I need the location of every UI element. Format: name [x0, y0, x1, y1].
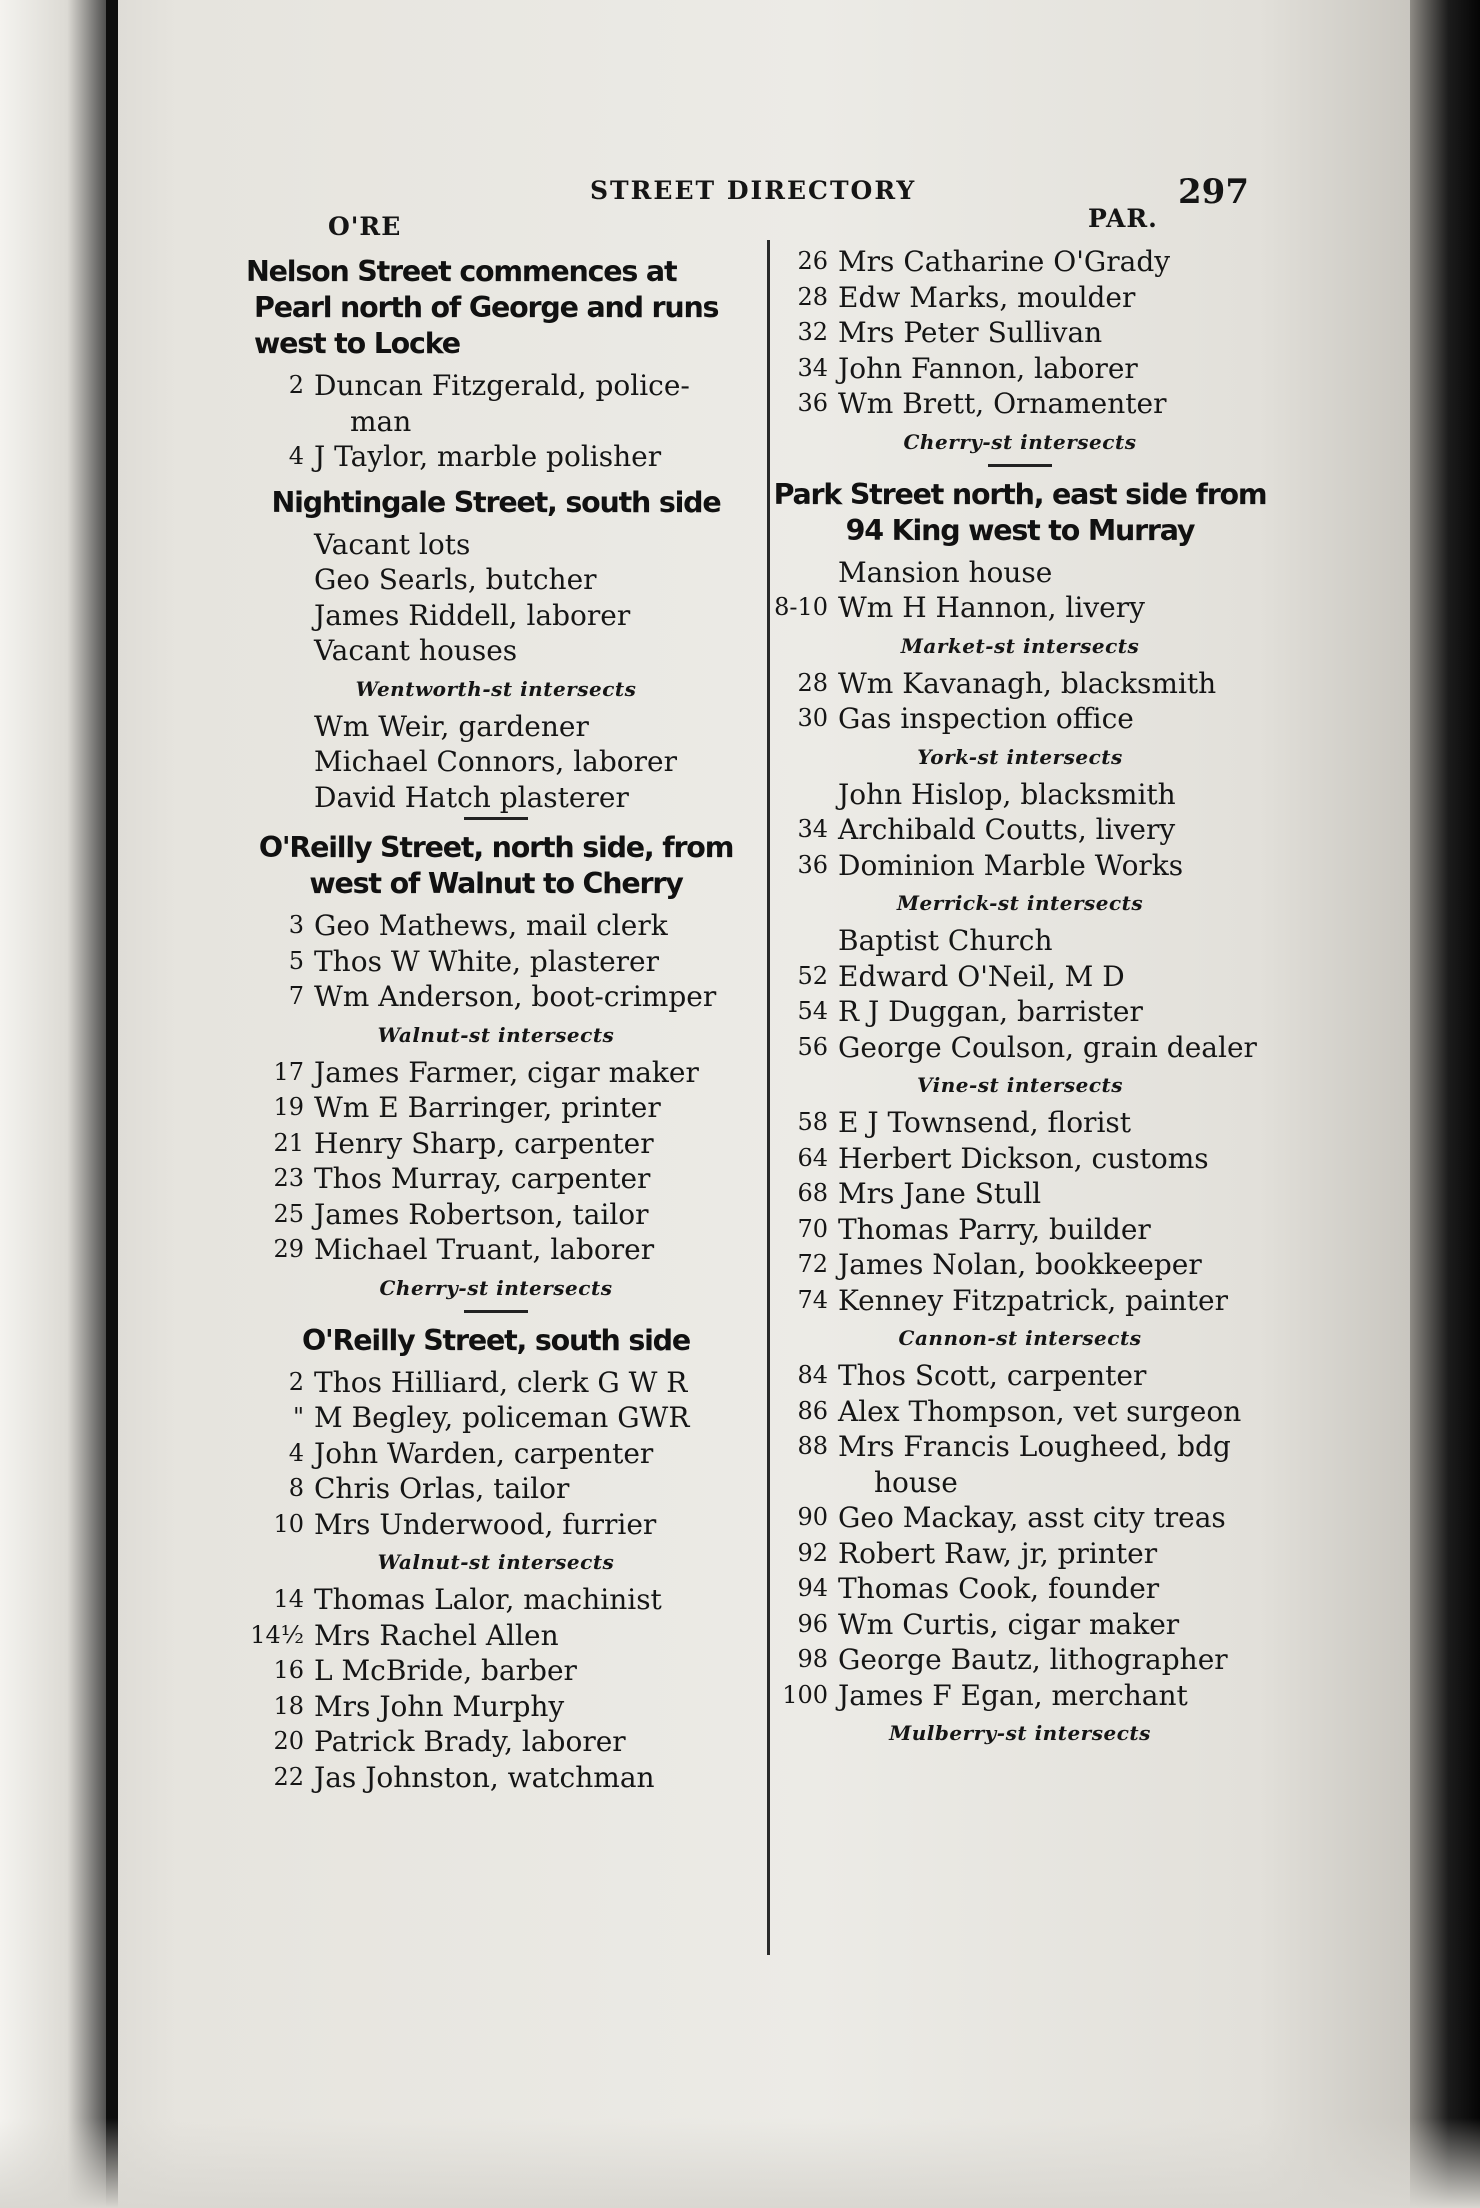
resident-name: Mrs John Murphy: [314, 1689, 565, 1723]
resident-name: Wm Brett, Ornamenter: [838, 387, 1167, 420]
directory-entry: [246, 1126, 746, 1162]
intersection-note: Walnut-st intersects: [377, 1550, 615, 1574]
house-number: 34: [797, 815, 828, 843]
entry-list: [770, 555, 1270, 626]
directory-entry: [246, 562, 746, 598]
house-number: 16: [273, 1656, 304, 1684]
house-number: 28: [797, 668, 828, 697]
house-number: 5: [288, 946, 304, 975]
resident-name: Michael Connors, laborer: [314, 745, 677, 778]
intersection-note: Cannon-st intersects: [898, 1326, 1142, 1350]
page-number: 297: [1178, 172, 1249, 212]
house-number: 36: [797, 389, 828, 417]
scan-shadow: [1410, 0, 1480, 2208]
entry-list: [770, 1358, 1270, 1713]
directory-entry: [246, 979, 746, 1015]
resident-name: James Nolan, bookkeeper: [838, 1248, 1202, 1281]
house-number: [246, 744, 314, 780]
street-heading: Nelson Street commences at Pearl north of George and runs west to Locke: [246, 255, 719, 360]
intersection-note: Market-st intersects: [900, 633, 1140, 658]
directory-entry: [770, 1105, 1270, 1141]
directory-entry: [770, 994, 1270, 1030]
resident-name: John Warden, carpenter: [314, 1436, 654, 1470]
entry-list: [246, 1365, 746, 1543]
directory-entry: [770, 812, 1270, 848]
binding-edge: [106, 0, 118, 2208]
page-gutter: [0, 0, 112, 2208]
page-bottom-shade: [0, 2118, 1480, 2208]
house-number: 70: [797, 1214, 828, 1243]
entry-list: [246, 709, 746, 816]
street-heading: Park Street north, east side from 94 King west to Murray: [773, 477, 1267, 547]
resident-name: Mrs Rachel Allen: [314, 1618, 559, 1652]
resident-name: Vacant houses: [314, 634, 518, 667]
entry-list: [770, 1105, 1270, 1318]
house-number: 2: [288, 1367, 304, 1396]
street-heading: Nightingale Street, south side: [271, 485, 721, 519]
house-number: 92: [797, 1538, 828, 1567]
directory-entry: [770, 1678, 1270, 1714]
entry-list: [770, 777, 1270, 884]
resident-name: Alex Thompson, vet surgeon: [838, 1394, 1242, 1428]
resident-name: Wm Curtis, cigar maker: [838, 1607, 1180, 1641]
directory-entry: [246, 944, 746, 980]
entry-list: [246, 1055, 746, 1268]
house-number: [770, 923, 838, 959]
resident-name: Geo Searls, butcher: [314, 563, 597, 596]
house-number: 8: [288, 1474, 304, 1502]
house-number: 22: [273, 1762, 304, 1791]
resident-name: R J Duggan, barrister: [838, 995, 1143, 1028]
directory-entry: [246, 527, 746, 563]
guide-word-left: O'RE: [328, 212, 402, 241]
directory-entry: [246, 1232, 746, 1268]
house-number: [246, 598, 314, 634]
directory-entry: [770, 1607, 1270, 1643]
resident-name: Patrick Brady, laborer: [314, 1725, 626, 1758]
resident-name: Mrs Peter Sullivan: [838, 316, 1103, 349]
directory-entry: [246, 1400, 746, 1436]
resident-name: Wm Anderson, boot-crimper: [314, 980, 717, 1013]
directory-entry: [770, 1358, 1270, 1394]
guide-word-right: PAR.: [1088, 204, 1158, 233]
resident-name: Baptist Church: [838, 924, 1053, 957]
directory-entry: [770, 1176, 1270, 1212]
resident-name: David Hatch plasterer: [314, 780, 629, 814]
resident-name: Edward O'Neil, M D: [838, 959, 1125, 993]
house-number: 7: [288, 982, 304, 1010]
directory-entry: [770, 1212, 1270, 1248]
resident-name: Geo Mackay, asst city treas: [838, 1501, 1226, 1534]
house-number: 10: [273, 1509, 304, 1538]
resident-name: Wm Weir, gardener: [314, 709, 589, 743]
house-number: 14: [273, 1585, 304, 1613]
directory-entry: [246, 1055, 746, 1091]
house-number: 18: [273, 1691, 304, 1720]
resident-name: Geo Mathews, mail clerk: [314, 909, 668, 942]
entry-list: [770, 666, 1270, 737]
directory-entry: [246, 908, 746, 944]
directory-entry: [246, 1197, 746, 1233]
directory-entry: [246, 598, 746, 634]
directory-entry: [770, 590, 1270, 626]
resident-name: E J Townsend, florist: [838, 1106, 1132, 1139]
directory-entry: [770, 1283, 1270, 1319]
directory-entry: [770, 701, 1270, 737]
resident-name: Gas inspection office: [838, 702, 1134, 735]
house-number: 29: [273, 1235, 304, 1263]
house-number: 30: [797, 704, 828, 732]
directory-entry: [770, 315, 1270, 351]
resident-name: Thos W White, plasterer: [314, 944, 660, 978]
directory-entry: [770, 1247, 1270, 1283]
resident-name: Chris Orlas, tailor: [314, 1472, 570, 1505]
resident-name: Henry Sharp, carpenter: [314, 1126, 654, 1160]
entry-list: [770, 923, 1270, 1065]
resident-name: Mrs Francis Lougheed, bdg house: [838, 1430, 1231, 1499]
directory-entry: [246, 1618, 746, 1654]
directory-entry: [246, 1161, 746, 1197]
intersection-note: Wentworth-st intersects: [355, 676, 637, 701]
entry-list: [246, 527, 746, 669]
left-column: [246, 244, 746, 1795]
entry-list: [246, 368, 746, 475]
house-number: 8-10: [774, 593, 828, 621]
resident-name: Vacant lots: [314, 527, 471, 561]
house-number: 86: [797, 1396, 828, 1425]
resident-name: Thos Scott, carpenter: [838, 1359, 1147, 1392]
house-number: 84: [797, 1361, 828, 1389]
house-number: 56: [797, 1032, 828, 1061]
house-number: [770, 777, 838, 813]
resident-name: Thos Hilliard, clerk G W R: [314, 1365, 688, 1399]
resident-name: Mrs Underwood, furrier: [314, 1507, 657, 1541]
house-number: [246, 709, 314, 745]
directory-entry: [246, 439, 746, 475]
directory-entry: [770, 1429, 1270, 1500]
resident-name: Wm Kavanagh, blacksmith: [838, 666, 1217, 700]
directory-entry: [770, 1536, 1270, 1572]
resident-name: L McBride, barber: [314, 1654, 577, 1687]
resident-name: John Fannon, laborer: [838, 351, 1138, 385]
directory-entry: [770, 244, 1270, 280]
resident-name: Dominion Marble Works: [838, 848, 1184, 882]
directory-entry: [246, 1471, 746, 1507]
directory-entry: [770, 1642, 1270, 1678]
directory-entry: [246, 1090, 746, 1126]
directory-entry: [770, 555, 1270, 591]
house-number: 52: [797, 961, 828, 990]
directory-entry: [770, 777, 1270, 813]
resident-name: Jas Johnston, watchman: [314, 1760, 655, 1794]
directory-entry: [246, 1365, 746, 1401]
resident-name: Kenney Fitzpatrick, painter: [838, 1283, 1228, 1317]
running-head: STREET DIRECTORY: [590, 176, 917, 205]
section-rule: [464, 1310, 528, 1313]
resident-name: James Robertson, tailor: [314, 1197, 649, 1231]
resident-name: Thomas Cook, founder: [838, 1572, 1160, 1605]
resident-name: Thomas Parry, builder: [838, 1212, 1151, 1246]
house-number: 32: [797, 318, 828, 346]
house-number: 68: [797, 1179, 828, 1207]
directory-entry: [770, 1141, 1270, 1177]
resident-name: Wm H Hannon, livery: [838, 591, 1145, 624]
house-number: 36: [797, 850, 828, 879]
resident-name: Michael Truant, laborer: [314, 1233, 655, 1266]
intersection-note: Mulberry-st intersects: [889, 1721, 1151, 1745]
resident-name: James Riddell, laborer: [314, 598, 631, 632]
resident-name: Mrs Jane Stull: [838, 1177, 1042, 1210]
entry-list: [246, 1582, 746, 1795]
house-number: 100: [782, 1680, 828, 1709]
resident-name: Mrs Catharine O'Grady: [838, 245, 1171, 278]
resident-name: James F Egan, merchant: [838, 1678, 1188, 1712]
house-number: 4: [288, 1438, 304, 1467]
resident-name: Edw Marks, moulder: [838, 280, 1136, 314]
directory-entry: [246, 744, 746, 780]
directory-entry: [770, 1500, 1270, 1536]
house-number: 34: [797, 353, 828, 382]
resident-name: Thos Murray, carpenter: [314, 1162, 651, 1195]
house-number: [246, 562, 314, 598]
resident-name: Duncan Fitzgerald, police-man: [314, 369, 690, 438]
house-number: 23: [273, 1164, 304, 1192]
directory-entry: [770, 351, 1270, 387]
directory-entry: [770, 386, 1270, 422]
directory-entry: [770, 1571, 1270, 1607]
resident-name: George Coulson, grain dealer: [838, 1030, 1257, 1064]
right-column: [770, 244, 1270, 1753]
resident-name: Wm E Barringer, printer: [314, 1091, 661, 1124]
intersection-note: Cherry-st intersects: [903, 429, 1137, 454]
house-number: [246, 633, 314, 669]
street-heading: O'Reilly Street, north side, from west of Walnut to Cherry: [258, 831, 734, 900]
directory-entry: [246, 368, 746, 439]
intersection-note: Walnut-st intersects: [377, 1022, 615, 1047]
entry-list: [770, 244, 1270, 422]
house-number: 14½: [250, 1620, 304, 1649]
house-number: 19: [273, 1093, 304, 1121]
house-number: 72: [797, 1250, 828, 1278]
directory-entry: [246, 1582, 746, 1618]
house-number: 74: [797, 1285, 828, 1314]
resident-name: J Taylor, marble polisher: [314, 440, 662, 473]
resident-name: Mansion house: [838, 555, 1053, 589]
directory-entry: [770, 959, 1270, 995]
directory-entry: [246, 1653, 746, 1689]
resident-name: James Farmer, cigar maker: [314, 1055, 699, 1089]
house-number: 96: [797, 1609, 828, 1638]
directory-entry: [770, 1030, 1270, 1066]
directory-entry: [770, 923, 1270, 959]
resident-name: Archibald Coutts, livery: [838, 813, 1176, 846]
directory-entry: [246, 633, 746, 669]
house-number: 21: [273, 1128, 304, 1157]
resident-name: George Bautz, lithographer: [838, 1643, 1228, 1676]
resident-name: John Hislop, blacksmith: [838, 777, 1176, 811]
house-number: 3: [288, 911, 304, 939]
resident-name: Herbert Dickson, customs: [838, 1141, 1209, 1175]
section-rule: [988, 464, 1052, 467]
resident-name: Thomas Lalor, machinist: [314, 1583, 662, 1616]
street-heading: O'Reilly Street, south side: [301, 1323, 690, 1357]
directory-entry: [770, 280, 1270, 316]
section-rule: [464, 817, 528, 820]
house-number: 88: [797, 1432, 828, 1460]
directory-entry: [246, 1724, 746, 1760]
directory-entry: [246, 1760, 746, 1796]
house-number: [770, 555, 838, 591]
directory-entry: [246, 1507, 746, 1543]
house-number: 94: [797, 1574, 828, 1602]
house-number: [246, 780, 314, 816]
house-number: 64: [797, 1143, 828, 1172]
house-number: 54: [797, 997, 828, 1025]
house-number: 58: [797, 1108, 828, 1136]
resident-name: Robert Raw, jr, printer: [838, 1536, 1158, 1570]
intersection-note: Vine-st intersects: [916, 1073, 1124, 1097]
directory-entry: [246, 1689, 746, 1725]
directory-entry: [770, 848, 1270, 884]
house-number: [246, 527, 314, 563]
house-number: 26: [797, 247, 828, 275]
entry-list: [246, 908, 746, 1015]
intersection-note: York-st intersects: [917, 744, 1123, 769]
house-number: 4: [288, 442, 304, 470]
house-number: ": [292, 1403, 304, 1431]
house-number: 17: [273, 1057, 304, 1086]
resident-name: M Begley, policeman GWR: [314, 1401, 690, 1434]
directory-entry: [770, 1394, 1270, 1430]
house-number: 98: [797, 1645, 828, 1673]
intersection-note: Cherry-st intersects: [379, 1275, 613, 1300]
house-number: 25: [273, 1199, 304, 1228]
directory-entry: [246, 1436, 746, 1472]
house-number: 2: [288, 371, 304, 399]
house-number: 20: [273, 1727, 304, 1755]
directory-entry: [770, 666, 1270, 702]
intersection-note: Merrick-st intersects: [896, 891, 1144, 915]
house-number: 90: [797, 1503, 828, 1531]
directory-entry: [246, 780, 746, 816]
house-number: 28: [797, 282, 828, 311]
directory-entry: [246, 709, 746, 745]
